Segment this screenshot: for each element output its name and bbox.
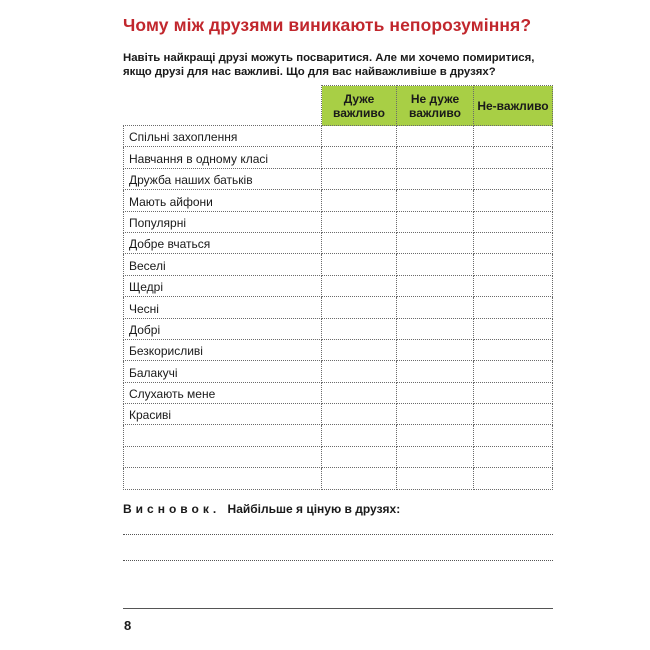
answer-cell-not-very-important[interactable]	[397, 297, 474, 318]
table-row	[124, 446, 553, 467]
table-row	[124, 147, 553, 168]
answer-cell-not-important[interactable]	[474, 361, 553, 382]
answer-cell-not-very-important[interactable]	[397, 468, 474, 489]
table-row	[124, 339, 553, 360]
table-row	[124, 190, 553, 211]
answer-cell-very-important[interactable]	[322, 254, 397, 275]
answer-cell-not-very-important[interactable]	[397, 446, 474, 467]
answer-cell-not-important[interactable]	[474, 382, 553, 403]
answer-cell-not-important[interactable]	[474, 275, 553, 296]
answer-cell-not-important[interactable]	[474, 168, 553, 189]
table-row	[124, 211, 553, 232]
row-label: Красиві	[124, 404, 322, 425]
table-row	[124, 318, 553, 339]
answer-cell-very-important[interactable]	[322, 446, 397, 467]
intro-text: Навіть найкращі друзі можуть посваритися. Але ми хочемо помиритися, якщо друзі для нас важливі. Що для вас найважливіше в друзях?	[123, 52, 535, 78]
row-label: Щедрі	[124, 275, 322, 296]
table-row	[124, 232, 553, 253]
answer-line[interactable]	[123, 534, 553, 535]
row-label: Популярні	[124, 211, 322, 232]
answer-cell-not-very-important[interactable]	[397, 126, 474, 147]
table-row	[124, 254, 553, 275]
footer-rule	[123, 608, 553, 609]
answer-cell-not-very-important[interactable]	[397, 318, 474, 339]
row-label: Чесні	[124, 297, 322, 318]
table-row	[124, 468, 553, 489]
row-label: Веселі	[124, 254, 322, 275]
conclusion-label: Висновок.	[123, 502, 221, 516]
answer-cell-very-important[interactable]	[322, 425, 397, 446]
answer-cell-not-important[interactable]	[474, 147, 553, 168]
answer-cell-not-important[interactable]	[474, 404, 553, 425]
conclusion-prompt	[123, 502, 400, 516]
row-label: Безкорисливі	[124, 339, 322, 360]
answer-cell-very-important[interactable]	[322, 404, 397, 425]
answer-cell-very-important[interactable]	[322, 147, 397, 168]
answer-cell-not-important[interactable]	[474, 211, 553, 232]
answer-cell-not-very-important[interactable]	[397, 232, 474, 253]
answer-cell-not-important[interactable]	[474, 190, 553, 211]
answer-cell-very-important[interactable]	[322, 275, 397, 296]
answer-cell-not-important[interactable]	[474, 254, 553, 275]
table-row	[124, 126, 553, 147]
answer-cell-not-very-important[interactable]	[397, 382, 474, 403]
answer-cell-very-important[interactable]	[322, 339, 397, 360]
table-row	[124, 361, 553, 382]
answer-cell-very-important[interactable]	[322, 232, 397, 253]
conclusion-text: Найбільше я ціную в друзях:	[227, 502, 401, 516]
page-number: 8	[124, 618, 132, 633]
page-title: Чому між друзями виникають непорозуміння?	[123, 15, 532, 35]
answer-cell-very-important[interactable]	[322, 190, 397, 211]
survey-body	[124, 126, 553, 490]
table-row	[124, 404, 553, 425]
friendship-survey-table	[123, 85, 553, 490]
answer-cell-not-important[interactable]	[474, 425, 553, 446]
answer-cell-not-important[interactable]	[474, 126, 553, 147]
answer-cell-not-very-important[interactable]	[397, 361, 474, 382]
column-header-very-important: Дуже важливо	[322, 86, 397, 126]
answer-line[interactable]	[123, 560, 553, 561]
answer-cell-very-important[interactable]	[322, 361, 397, 382]
answer-cell-very-important[interactable]	[322, 382, 397, 403]
answer-cell-very-important[interactable]	[322, 211, 397, 232]
row-label: Навчання в одному класі	[124, 147, 322, 168]
answer-cell-not-important[interactable]	[474, 339, 553, 360]
table-row	[124, 275, 553, 296]
answer-cell-not-important[interactable]	[474, 318, 553, 339]
table-row	[124, 168, 553, 189]
column-header-not-very-important: Не дуже важливо	[397, 86, 474, 126]
answer-cell-very-important[interactable]	[322, 297, 397, 318]
answer-cell-not-very-important[interactable]	[397, 404, 474, 425]
answer-cell-very-important[interactable]	[322, 318, 397, 339]
row-label: Спільні захоплення	[124, 126, 322, 147]
answer-cell-not-very-important[interactable]	[397, 211, 474, 232]
table-row	[124, 297, 553, 318]
answer-cell-not-very-important[interactable]	[397, 254, 474, 275]
table-row	[124, 425, 553, 446]
answer-cell-very-important[interactable]	[322, 168, 397, 189]
answer-cell-not-very-important[interactable]	[397, 147, 474, 168]
row-label: Слухають мене	[124, 382, 322, 403]
row-label: Дружба наших батьків	[124, 168, 322, 189]
row-label	[124, 446, 322, 467]
answer-cell-not-very-important[interactable]	[397, 275, 474, 296]
answer-cell-very-important[interactable]	[322, 126, 397, 147]
row-label: Балакучі	[124, 361, 322, 382]
row-label	[124, 425, 322, 446]
answer-cell-very-important[interactable]	[322, 468, 397, 489]
column-header-not-important: Не-важливо	[474, 86, 553, 126]
answer-cell-not-important[interactable]	[474, 232, 553, 253]
row-label	[124, 468, 322, 489]
table-row	[124, 382, 553, 403]
header-blank-cell	[124, 86, 322, 126]
row-label: Добрі	[124, 318, 322, 339]
answer-cell-not-very-important[interactable]	[397, 190, 474, 211]
answer-cell-not-important[interactable]	[474, 468, 553, 489]
row-label: Добре вчаться	[124, 232, 322, 253]
row-label: Мають айфони	[124, 190, 322, 211]
answer-cell-not-very-important[interactable]	[397, 168, 474, 189]
answer-cell-not-very-important[interactable]	[397, 425, 474, 446]
answer-cell-not-very-important[interactable]	[397, 339, 474, 360]
answer-cell-not-important[interactable]	[474, 446, 553, 467]
answer-cell-not-important[interactable]	[474, 297, 553, 318]
table-header-row	[124, 86, 553, 126]
